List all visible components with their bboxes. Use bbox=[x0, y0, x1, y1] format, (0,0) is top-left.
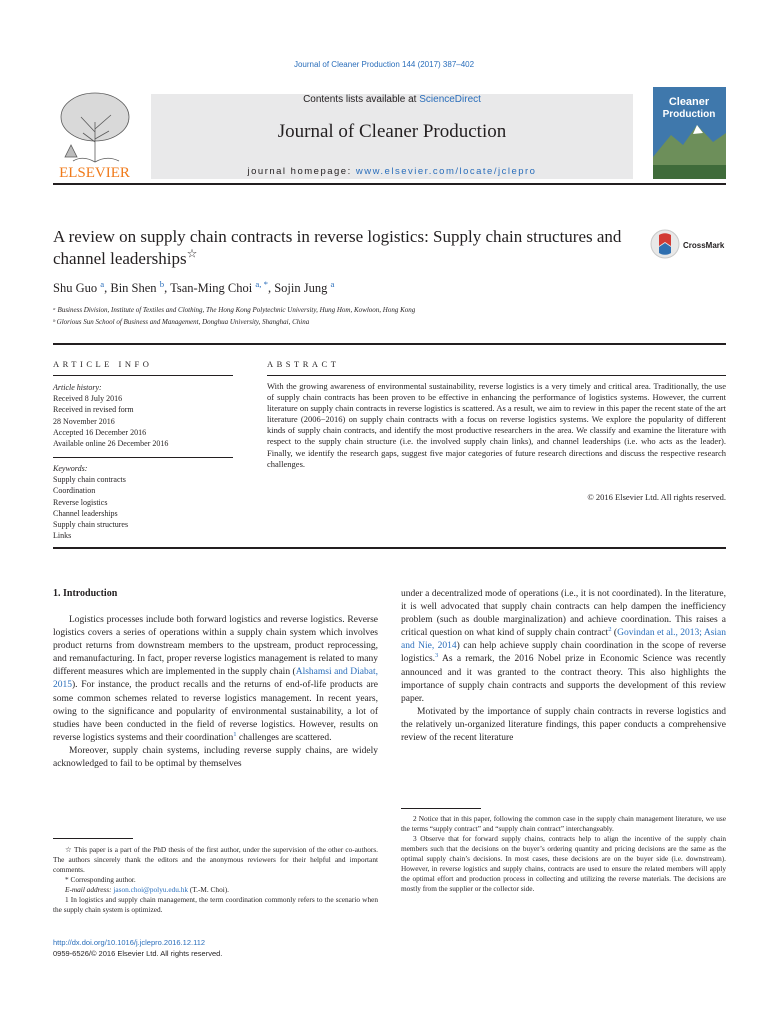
author-affil-sup[interactable]: a bbox=[330, 278, 335, 289]
doi-link[interactable]: http://dx.doi.org/10.1016/j.jclepro.2016.12.112 bbox=[53, 938, 206, 947]
footnote-corresponding: * Corresponding author. bbox=[65, 875, 136, 884]
footnotes-left bbox=[53, 845, 378, 915]
abstract-text: With the growing awareness of environmental sustainability, reverse logistics is a very timely and critical area. Traditionally, the use of supply chain contracts has been proven to be effective in enhancing the performance of logistics systems. However, the current literature on supply chain contracts in reverse logistics is scattered. As a result, we aim to review in this paper the recent state of the art literature (2006−2016) on supply chain contracts with a focus on reverse logistics systems. We explore the popularity of different kinds of supply chain contracts, and identify the most productive researchers in the area. We classify and examine the literature with respect to the supply chain structure (i.e. the involved supply chain links), and channel leaderships (i.e. who acts as the leader). Finally, we identify the research gaps, suggest five major categories of future research directions and discuss the respective research challenges. bbox=[267, 381, 726, 469]
history-line: Accepted 16 December 2016 bbox=[53, 427, 147, 437]
homepage-link[interactable]: www.elsevier.com/locate/jclepro bbox=[355, 166, 537, 177]
author-affil-sup[interactable]: b bbox=[159, 278, 165, 289]
intro-p3-text: under a decentralized mode of operations (i.e., it is not coordinated). In the literature, it is well advocated that supply chain contracts can help dampen the inefficiency problem (such as double marginalization) and achieve coordination. This raises a critical question on what kind of supply chain contract bbox=[401, 589, 726, 639]
author-name: Sojin Jung bbox=[274, 281, 328, 295]
keyword[interactable]: Reverse logistics bbox=[53, 497, 108, 507]
cover-title-line-1: Cleaner bbox=[668, 96, 710, 108]
abstract-end-rule bbox=[53, 547, 726, 549]
keyword[interactable]: Links bbox=[53, 531, 72, 541]
affiliation-rule bbox=[53, 343, 726, 345]
abstract-rule bbox=[267, 375, 726, 376]
affiliation-b: ᵇ Glorious Sun School of Business and Management, Donghua University, Shanghai, China bbox=[53, 318, 310, 326]
intro-paragraph-2: Moreover, supply chain systems, including reverse supply chains, are widely acknowledged to fail to be optimal by themselves bbox=[53, 745, 378, 770]
footnote-email bbox=[53, 885, 378, 895]
intro-p1-text: Logistics processes include both forward logistics and reverse logistics. Reverse logistics covers a series of operations within a supply chain system which involves product returns from downstream members to the upstream, product reprocessing, and remanufacturing. In fact, proper reverse logistics management is related to many different measures which are implemented in the supply chain ( bbox=[53, 615, 378, 678]
keywords-block bbox=[53, 463, 233, 541]
journal-cover[interactable] bbox=[653, 87, 726, 179]
contents-line bbox=[151, 94, 633, 105]
history-line: 28 November 2016 bbox=[53, 416, 115, 426]
contents-prefix: Contents lists available at bbox=[303, 94, 420, 105]
crossmark-badge[interactable] bbox=[650, 229, 728, 261]
author-name: Bin Shen bbox=[110, 281, 157, 295]
article-title-text: A review on supply chain contracts in reverse logistics: Supply chain structures and channel leaderships bbox=[53, 227, 622, 268]
abstract-copyright: © 2016 Elsevier Ltd. All rights reserved. bbox=[587, 492, 726, 502]
introduction-heading: 1. Introduction bbox=[53, 588, 118, 599]
email-suffix: (T.-M. Choi). bbox=[188, 885, 230, 894]
citation-link[interactable]: Alshamsi and Diabat, 2015 bbox=[53, 667, 378, 691]
intro-p1-text: challenges are scattered. bbox=[236, 732, 332, 743]
keyword[interactable]: Supply chain contracts bbox=[53, 475, 126, 485]
journal-citation[interactable]: Journal of Cleaner Production 144 (2017) 387–402 bbox=[293, 60, 475, 69]
article-history bbox=[53, 382, 233, 449]
crossmark-label: CrossMark bbox=[683, 241, 725, 250]
article-info-rule bbox=[53, 375, 233, 376]
keyword[interactable]: Channel leaderships bbox=[53, 508, 118, 518]
affiliation-a: ᵃ Business Division, Institute of Textiles and Clothing, The Hong Kong Polytechnic University, Hung Hom, Kowloon, Hong Kong bbox=[53, 306, 416, 314]
issn-copyright: 0959-6526/© 2016 Elsevier Ltd. All rights reserved. bbox=[53, 949, 223, 958]
intro-paragraph-3: under a decentralized mode of operations (i.e., it is not coordinated). In the literature, it is well advocated that supply chain contracts can help dampen the inefficiency problem (such as double marginalization) and achieve coordination. This raises a critical question on what kind of supply chain contract$^2$ (Govindan et al., 2013; Asian and Nie, 2014) can help achieve supply chain coordination in the scope of reverse logistics.$^3$ As a remark, the 2016 Nobel prize in Economic Science was recently announced and it was granted to the contract theory. This also highlights the importance of supply chain contracts and supports the development of this review paper. bbox=[401, 589, 726, 704]
intro-p3-text: can help achieve supply chain coordination in the scope of reverse logistics. bbox=[401, 641, 726, 665]
article-info-heading: ARTICLE INFO bbox=[53, 359, 153, 369]
body-left-column bbox=[53, 614, 378, 771]
history-line: Received in revised form bbox=[53, 405, 134, 415]
history-line: Available online 26 December 2016 bbox=[53, 439, 169, 449]
author-affil-sup[interactable]: a, * bbox=[255, 278, 268, 289]
footnote-star: ☆ This paper is a part of the PhD thesis of the first author, under the supervision of the other co-authors. The authors sincerely thank the editors and the anonymous reviewers for their helpful and important comments. bbox=[53, 845, 378, 874]
author-affil-sup[interactable]: a bbox=[100, 278, 105, 289]
footnote-mark[interactable]: 2 bbox=[608, 626, 612, 634]
cover-title-line-2: Production bbox=[662, 109, 716, 120]
footnotes-right bbox=[401, 814, 726, 894]
author-name: Shu Guo bbox=[53, 281, 98, 295]
abstract-heading: ABSTRACT bbox=[267, 359, 340, 369]
footnote-rule-left bbox=[53, 838, 133, 839]
keywords-rule bbox=[53, 457, 233, 458]
homepage-prefix: journal homepage: bbox=[247, 166, 356, 177]
intro-paragraph-1 bbox=[53, 614, 378, 745]
footnote-mark[interactable]: 3 bbox=[435, 652, 439, 660]
header-rule bbox=[53, 183, 726, 185]
intro-p3-text: As a remark, the 2016 Nobel prize in Economic Science was recently announced and it was granted to the contract theory. This also highlights the importance of supply chain contracts and supports the development of this review paper. bbox=[401, 654, 726, 704]
author-list: Shu Guo $^a$, Bin Shen $^b$, Tsan-Ming Choi $^{a, *}$, Sojin Jung $^a$ bbox=[53, 278, 335, 295]
body-right-column bbox=[401, 588, 726, 745]
elsevier-logo[interactable] bbox=[53, 87, 136, 179]
footnote-rule-right bbox=[401, 808, 481, 809]
homepage-line bbox=[151, 166, 633, 177]
elsevier-wordmark: ELSEVIER bbox=[59, 165, 130, 179]
intro-paragraph-4: Motivated by the importance of supply chain contracts in reverse logistics and the relatively un-organized literature findings, this paper conducts a comprehensive review of the recent literature bbox=[401, 706, 726, 744]
cover-mountain-icon bbox=[653, 87, 726, 179]
footnote-mark[interactable]: 1 bbox=[233, 730, 237, 738]
elsevier-tree-icon bbox=[53, 87, 136, 179]
email-link[interactable]: jason.choi@polyu.edu.hk bbox=[113, 885, 188, 894]
title-star-footnote-mark[interactable]: ☆ bbox=[186, 246, 198, 261]
author-name: Tsan-Ming Choi bbox=[170, 281, 253, 295]
email-label: E-mail address: bbox=[65, 885, 114, 894]
footnote-1: 1 In logistics and supply chain management, the term coordination commonly refers to the scenario when the supply chain system is optimized. bbox=[53, 895, 378, 914]
article-title bbox=[53, 226, 643, 270]
footnote-3: 3 Observe that for forward supply chains, contracts help to align the incentive of the supply chain members such that the decisions on the buyer’s ordering quantity and pricing decisions are the same as the optimal supply chain’s decisions. In most cases, these decisions are on the buyer side (i.e. downstream). However, in reverse logistics and supply chains, contracts are used to ensure the related members will apply the optimal effort and production process in collecting and utilizing the reverse materials. The decisions are mostly from the supplier or the collector side. bbox=[401, 834, 726, 893]
footnote-2: 2 Notice that in this paper, following the common case in the supply chain management literature, we use the terms “supply contract” and “supply chain contract” interchangeably. bbox=[401, 814, 726, 833]
keyword[interactable]: Supply chain structures bbox=[53, 520, 129, 530]
citation-link[interactable]: Govindan et al., 2013; Asian and Nie, 2014 bbox=[401, 628, 726, 652]
journal-title: Journal of Cleaner Production bbox=[277, 121, 507, 142]
history-line: Received 8 July 2016 bbox=[53, 394, 123, 404]
sciencedirect-link[interactable]: ScienceDirect bbox=[419, 94, 481, 105]
keyword[interactable]: Coordination bbox=[53, 486, 96, 496]
intro-p1-text: ). For instance, the product recalls and the returns of end-of-life products are some common schemes related to reverse logistics management. In recent years, owing to the significance and popularity of environmental sustainability, a lot of studies have been conducted in the field of reverse logistics. However, results on reverse logistics systems and their coordination bbox=[53, 680, 378, 743]
crossmark-icon bbox=[650, 229, 680, 259]
keywords-label: Keywords: bbox=[53, 464, 88, 473]
history-label: Article history: bbox=[53, 383, 102, 392]
